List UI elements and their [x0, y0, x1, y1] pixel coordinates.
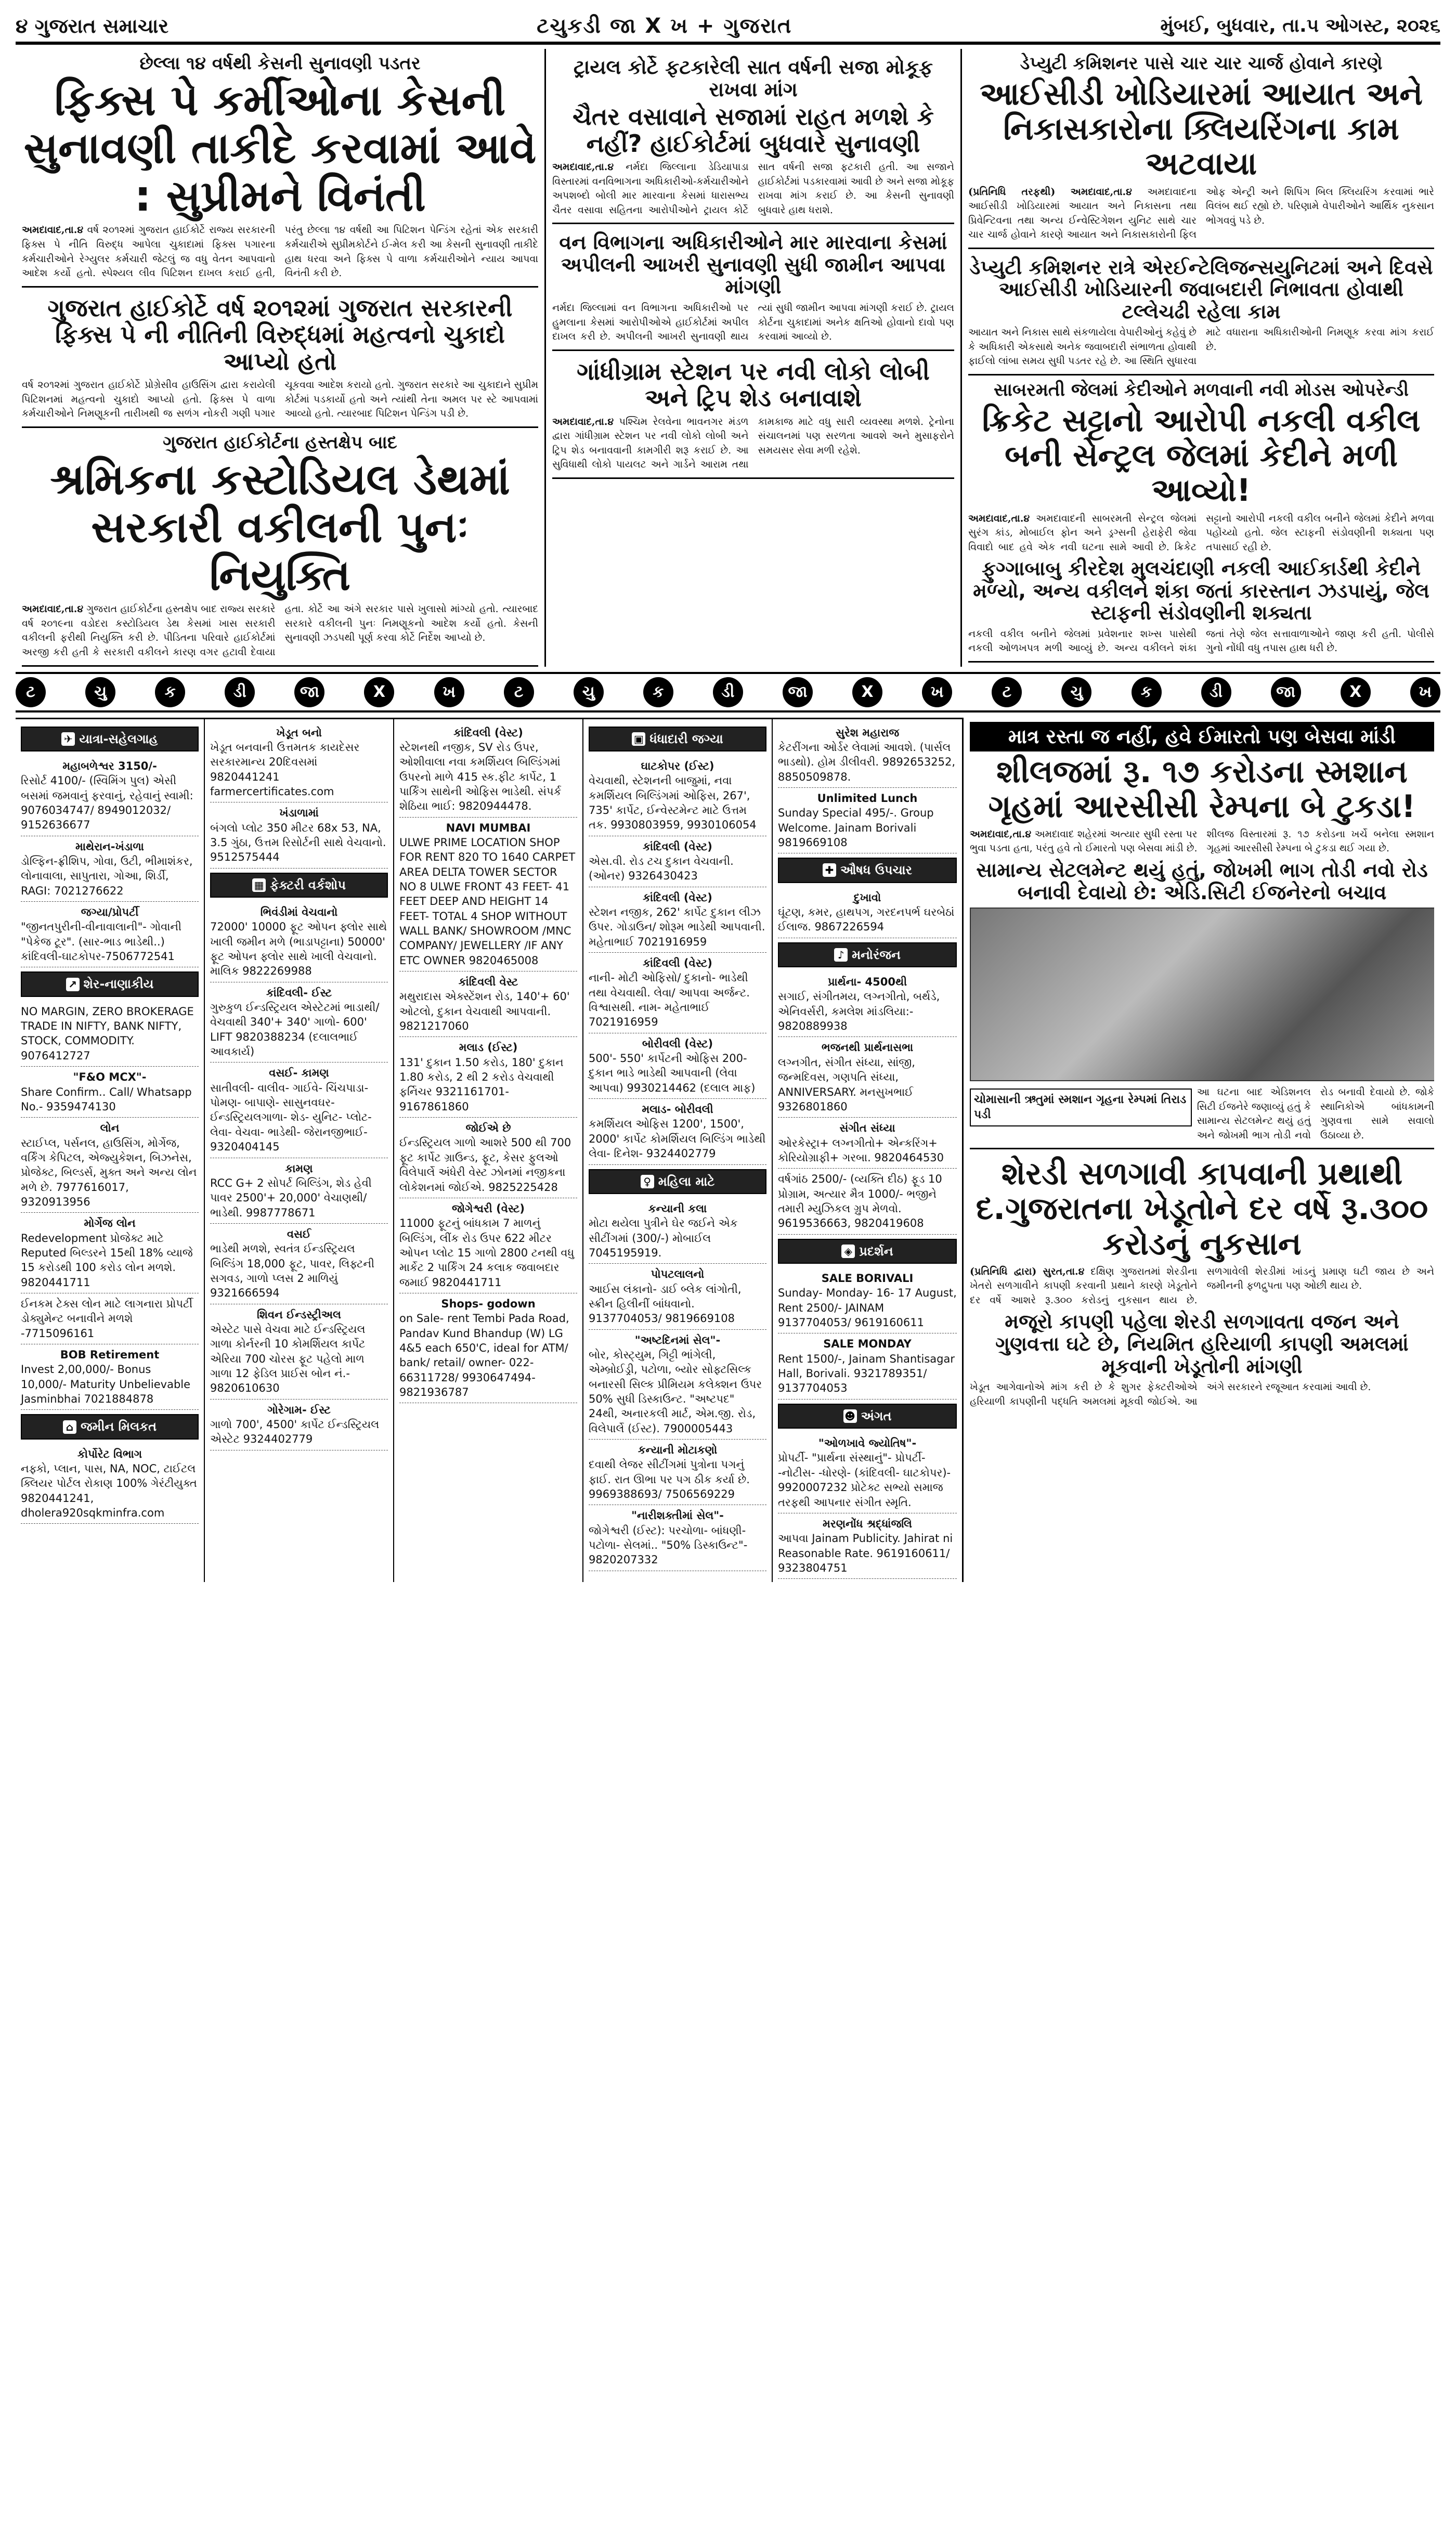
ad-text: 11000 ફૂટનું બાંધકામ 7 માળનું બિલ્ડિંગ, લીંક રોડ ઉપર 622 મીટર ઓપન પ્લોટ 15 ગાળો 2800 ટનથી વધુ માર્કેટ 2 પાર્કિંગ 24 કલાક જવાબદાર જમાઈ 9820441711: [399, 1217, 575, 1289]
classifieds-area: [16, 718, 962, 1583]
news-column-2: [546, 49, 962, 667]
ad-title: મલાડ- બોરીવલી: [642, 1103, 713, 1116]
section-title: ટચુકડી જા X ખ + ગુજરાત: [537, 14, 792, 38]
classified-ad: [21, 902, 199, 967]
ad-title: "F&O MCX"-: [73, 1071, 147, 1084]
story-forest-officers: [552, 224, 954, 351]
ad-title: કન્યાની મોટાકણો: [638, 1444, 718, 1457]
ribbon-glyph: X: [364, 677, 394, 707]
ribbon-glyph: X: [1341, 677, 1371, 707]
tachukdi-ribbon: [16, 672, 1440, 712]
story-dateline: અમદાવાદ,તા.૪: [552, 416, 614, 427]
classified-ad: [589, 1505, 766, 1571]
ad-title: ખંડાળામાં: [279, 807, 319, 820]
classified-ad: [589, 1440, 766, 1505]
music-icon: ♪: [834, 948, 848, 962]
story-headline: ફિક્સ પે કર્મીઓના કેસની સુનાવણી તાકીદે કરવામાં આવે : સુપ્રીમને વિનંતી: [23, 76, 537, 221]
ribbon-glyph: ડી: [1201, 677, 1231, 707]
lower-section: [16, 718, 1440, 1583]
story-headline: ટ્રાયલ કોર્ટે ફટકારેલી સાત વર્ષની સજા મોકૂફ રાખવા માંગ: [573, 56, 933, 101]
ad-title: કાંદિવલી (વેસ્ટ): [453, 726, 523, 739]
classified-ad: [399, 1037, 577, 1118]
ad-text: NO MARGIN, ZERO BROKERAGE TRADE IN NIFTY, BANK NIFTY, STOCK, COMMODITY. 9076412727: [21, 1005, 194, 1062]
exhibition-icon: ◈: [841, 1245, 855, 1258]
story-subheadline: સામાન્ય સેટલમેન્ટ થયું હતું, જોખમી ભાગ તોડી નવો રોડ બનાવી દેવાયો છે: એડિ.સિટી ઈજનેરનો બચાવ: [976, 859, 1428, 904]
story-body: [968, 512, 1434, 555]
ad-list-c5e: [778, 1433, 957, 1579]
classified-ad: [21, 1213, 199, 1293]
classified-ad: [778, 1169, 957, 1234]
ad-title: Shops- godown: [441, 1297, 536, 1310]
ad-title: માથેરાન-ખંડાળા: [75, 840, 144, 853]
story-kicker: છેલ્લા ૧૪ વર્ષથી કેસની સુનાવણી પડતર: [139, 53, 421, 74]
ribbon-glyph: ક: [155, 677, 185, 707]
ad-text: નફ્કો, પ્લાન, પાસ, NA, NOC, ટાઈટલ ક્લિયર પોર્ટલ રોકાણ 100% ગેરંટીયુક્ત 9820441241, dholera920sqkminfra.com: [21, 1462, 197, 1520]
ad-title: NAVI MUMBAI: [446, 821, 531, 834]
ad-text: વેચવાથી, સ્ટેશનની બાજુમાં, નવા કમર્શિયલ બિલ્ડિંગમાં ઓફિસ, 267', 735' કાર્પેટ, ઈન્વેસ્ટમેન્ટ માટે ઉત્તમ તક. 9930803959, 9930106054: [589, 774, 757, 832]
classified-section-header: [21, 1414, 199, 1439]
section-label: ધંધાદારી જગ્યા: [649, 731, 723, 746]
story-headline: ગુજરાત હાઈકોર્ટે વર્ષ ૨૦૧૨માં ગુજરાત સરકારની ફિક્સ પે ની નીતિની વિરુદ્ધમાં મહત્વનો ચુકાદો આપ્યો હતો: [47, 293, 513, 375]
ad-title: બોરીવલી (વેસ્ટ): [642, 1037, 713, 1050]
ribbon-glyph: ખ: [434, 677, 464, 707]
ad-text: Invest 2,00,000/- Bonus 10,000/- Maturity Unbelievable Jasminbhai 7021884878: [21, 1363, 191, 1406]
classified-ad: [778, 1118, 957, 1169]
classified-ad: [21, 756, 199, 836]
ad-title: પોપટલાલનો: [651, 1268, 705, 1281]
story-headline: શેરડી સળગાવી કાપવાની પ્રથાથી દ.ગુજરાતના ખેડૂતોને દર વર્ષે રૂ.૩૦૦ કરોડનું નુકસાન: [976, 1156, 1428, 1262]
ad-title: ખેડૂત બનો: [276, 726, 322, 739]
story-headline: ગાંધીગ્રામ સ્ટેશન પર નવી લોકો લોબી અને ટ્રિપ શેડ બનાવાશે: [577, 357, 930, 412]
story-text: અમદાવાદની સાબરમતી સેન્ટ્રલ જેલમાં સુરંગ કાંડ, મોબાઈલ ફોન અને ડ્રગ્સની હેરાફેરી જેવા વિવાદો બાદ હવે એક નવી ઘટના સામે આવી છે. ક્રિકેટ સટ્ટાનો આરોપી નકલી વકીલ બનીને જેલમાં કેદીને મળવા પહોંચ્યો હતો. જેલ સ્ટાફની સંડોવણીની શક્યતા પણ તપાસાઈ રહી છે.: [968, 512, 1434, 553]
ribbon-glyph: ટ: [504, 677, 534, 707]
ribbon-glyph: ટ: [992, 677, 1022, 707]
ribbon-glyph: ખ: [1410, 677, 1440, 707]
ad-text: 500'- 550' કાર્પેટની ઓફિસ 200- દુકાન ભાડે ભાડેથી આપવાની (લેવા આપવા) 9930214462 (દલાલ માફ): [589, 1052, 756, 1094]
story-text: ખેડૂત આગેવાનોએ માંગ કરી છે કે શુગર ફેક્ટરીઓએ હરિયાળી કાપણીની પદ્ધતિ અમલમાં મૂકવી જોઈએ. આ અંગે સરકારને રજૂઆત કરવામાં આવી છે.: [970, 1381, 1371, 1407]
ribbon-glyph: X: [852, 677, 882, 707]
ad-title: જોઈએ છે: [465, 1122, 511, 1135]
factory-icon: ▦: [252, 878, 266, 892]
news-column-3-lower: [962, 718, 1440, 1583]
classified-ad: [399, 1293, 577, 1403]
section-label: ફેક્ટરી વર્કશોપ: [270, 877, 346, 892]
story-fix-pay: [22, 49, 538, 288]
ribbon-glyph: ચુ: [574, 677, 604, 707]
ad-title: SALE BORIVALI: [821, 1272, 914, 1285]
ad-text: એસ.વી. રોડ ટચ દુકાન વેચવાની. (ઓનર) 9326430423: [589, 854, 734, 883]
classified-ad: [399, 1118, 577, 1198]
ad-title: ઘાટકોપર (ઈસ્ટ): [641, 759, 714, 772]
section-label: શેર-નાણાકીય: [83, 977, 154, 992]
ad-list-c3: [399, 722, 577, 1404]
ad-text: Rent 1500/-, Jainam Shantisagar Hall, Borivali. 9321789351/ 9137704053: [778, 1352, 955, 1395]
ad-text: 72000' 10000 ફૂટ ઓપન ફ્લોર સાથે ખાલી જમીન મળે (ભાડાપટ્ટાના) 50000' ફૂટ ઓપન ફ્લોર સાથે ખાલી વેચવાનો. માલિક 9822269988: [210, 921, 387, 978]
ad-title: કાંદિવલી (વેસ્ટ): [643, 840, 712, 853]
ribbon-glyph: ડી: [713, 677, 743, 707]
ad-text: મથુરાદાસ એક્સ્ટેંશન રોડ, 140'+ 60' ઓટલો, દુકાન વેચવાથી આપવાની. 9821217060: [399, 990, 570, 1033]
story-byline: (પ્રતિનિધિ દ્વારા): [970, 1265, 1037, 1277]
ad-text: ગાળો 700', 4500' કાર્પેટ ઈન્ડસ્ટ્રિયલ એસ્ટેટ 9324402779: [210, 1418, 380, 1446]
ad-title: મહાબળેશ્વર 3150/-: [62, 759, 157, 772]
ad-title: પ્રાર્થના- 4500થી: [827, 976, 907, 989]
ad-title: કાંદિવલી- ઈસ્ટ: [266, 986, 332, 999]
ad-text: દવાથી લેજર સીટીંગમાં પુત્રોના પગનું ફાઈ. રાત ઊભા પર પગ ઠીક કર્યા છે. 9969388693/ 7506569229: [589, 1458, 750, 1501]
ad-title: "ઓળખાવે જ્યોતિષ"-: [818, 1437, 917, 1450]
story-kicker-banner: માત્ર રસ્તા જ નહીં, હવે ઈમારતો પણ બેસવા માંડી: [970, 722, 1434, 751]
story-body: [22, 223, 538, 280]
classified-section-header: [589, 1169, 766, 1194]
ad-title: વસઈ: [287, 1227, 311, 1240]
ad-text: આઈસ લંકાનો- ડાઈ બ્લેક લાંગોતી, સ્ક્રીન હિલીનીં બાંધવાનો. 9137704053/ 9819669108: [589, 1282, 742, 1325]
section-label: અંગત: [861, 1408, 892, 1423]
ad-title: કાંદિવલી (વેસ્ટ): [643, 957, 712, 970]
story-headline: ડેપ્યુટી કમિશનર રાત્રે એરઈન્ટેલિજન્સયુનિટમાં અને દિવસે આઈસીડી ખોડિયારની જવાબદારી નિભાવતા હોવાથી ટલ્લેચઢી રહેલા કામ: [969, 255, 1433, 323]
ribbon-glyph: ડી: [225, 677, 255, 707]
story-kicker: ડેપ્યુટી કમિશનર પાસે ચાર ચાર ચાર્જ હોવાને કારણે: [1020, 53, 1383, 74]
story-headline: વન વિભાગના અધિકારીઓને માર મારવાના કેસમાં અપીલની આખરી સુનાવણી સુધી જામીન આપવા માંગણી: [559, 231, 947, 299]
ribbon-glyph: ખ: [922, 677, 952, 707]
ad-text: ઈનકમ ટેક્સ લોન માટે લાગનારા પ્રોપર્ટી ડોક્યુમેન્ટ બનાવીને મળશે -7715096161: [21, 1297, 193, 1340]
ad-text: કમર્શિયલ ઓફિસ 1200', 1500', 2000' કાર્પેટ કોમર્શિયલ બિલ્ડિંગ ભાડેથી લેવા- દિનેશ- 9324402779: [589, 1118, 766, 1160]
story-body: [970, 1265, 1434, 1308]
classified-ad: [21, 1118, 199, 1213]
story-body: [22, 602, 538, 659]
story-dateline: સુરત,તા.૪: [1043, 1265, 1085, 1277]
story-body: [552, 301, 954, 344]
story-text: પશ્ચિમ રેલવેના ભાવનગર મંડળ દ્વારા ગાંધીગ્રામ સ્ટેશન પર નવી લોકો લોબી અને ટ્રિપ શેડ બનાવવાની કામગીરી શરૂ કરાઈ છે. આ સુવિધાથી લોકો પાયલટ અને ગાર્ડને આરામ તથા કામકાજ માટે વધુ સારી વ્યવસ્થા મળશે. ટ્રેનોના સંચાલનમાં પણ સરળતા આવશે અને મુસાફરોને સમયસર સેવા મળી રહેશે.: [552, 416, 954, 471]
ad-text: RCC G+ 2 સોપર્ટ બિલ્ડિંગ, શેડ હેવી પાવર 2500'+ 20,000' વેચાણથી/ ભાડેથી. 9987778671: [210, 1176, 372, 1219]
ad-list-c1b: [21, 1001, 199, 1410]
home-icon: ⌂: [63, 1420, 76, 1434]
story-body: [970, 827, 1434, 856]
ad-text: લગ્નગીત, સંગીત સંધ્યા, સાંજી, જન્મદિવસ, ગણપતિ સંધ્યા, ANNIVERSARY. મનસુખભાઈ 9326801860: [778, 1056, 915, 1113]
ribbon-glyph: જા: [294, 677, 324, 707]
classified-section-header: [778, 858, 957, 883]
ad-title: "નારીશક્તીમાં સેલ"-: [631, 1509, 724, 1522]
classified-ad: [399, 1198, 577, 1293]
ad-list-c5c: [778, 971, 957, 1235]
classified-ad: [210, 1158, 388, 1224]
story-dateline: અમદાવાદ,તા.૪: [22, 603, 84, 615]
story-dateline: અમદાવાદ,તા.૪: [552, 161, 614, 173]
ad-list-c4: [589, 756, 766, 1165]
classified-section-header: [21, 727, 199, 751]
ad-title: સુરેશ મહારાજ: [835, 726, 900, 739]
section-label: યાત્રા-સહેલગાહ: [79, 731, 158, 746]
classified-ad: [589, 1099, 766, 1164]
classified-section-header: [778, 1239, 957, 1264]
classified-section-header: [778, 1404, 957, 1429]
ad-title: કાંદિવલી (વેસ્ટ): [643, 891, 712, 904]
story-text: નર્મદા જિલ્લામાં વન વિભાગના અધિકારીઓ પર હુમલાના કેસમાં આરોપીઓએ હાઈકોર્ટમાં અપીલ દાખલ કરી છે. અપીલની આખરી સુનાવણી થાય ત્યાં સુધી જામીન આપવા માંગણી કરાઈ છે. ટ્રાયલ કોર્ટના ચુકાદામાં અનેક ક્ષતિઓ હોવાનો દાવો પણ કરવામાં આવ્યો છે.: [552, 302, 954, 343]
story-headline: આઈસીડી ખોડિયારમાં આયાત અને નિકાસકારોના ક્લિયરિંગના કામ અટવાયા: [980, 76, 1423, 183]
story-text: અમદાવાદ શહેરમાં અત્યાર સુધી રસ્તા પર ભુવા પડતા હતા, પરંતુ હવે તો ઈમારતો પણ બેસવા માંડી છે. શીલજ વિસ્તારમાં રૂ. ૧૭ કરોડના ખર્ચે બનેલા સ્મશાન ગૃહમાં આરસીસી રેમ્પના બે ટુકડા થઈ ગયા છે.: [970, 828, 1434, 854]
classified-ad: [21, 1444, 199, 1524]
ribbon-glyph: ક: [1132, 677, 1162, 707]
story-custodial-death: [22, 428, 538, 667]
masthead: [16, 10, 1440, 45]
ad-text: પ્રોપર્ટી- "પ્રાર્થના સંસ્થાનું"- પ્રોપર્ટી- -નોટીસ- -ધોરણે- (કાંદિવલી- ઘાટકોપર)- 9920007232 પ્રોટેક્ટ સભ્યો સમાજ તરફથી આપનાર સંગીત સ્મૃતિ.: [778, 1452, 951, 1509]
ad-list-c4b: [589, 1198, 766, 1571]
section-label: ઔષધ ઉપચાર: [840, 863, 912, 878]
classified-ad: [210, 1399, 388, 1450]
ad-text: રિસોર્ટ 4100/- (સ્વિમિંગ પુલ) એસી બસમાં જમવાનું ફરવાનું, રહેવાનું સ્વામી: 9076034747/ 8949012032/ 9152636677: [21, 774, 193, 832]
classified-ad: [210, 722, 388, 803]
classified-ad: [589, 1033, 766, 1099]
ad-title: ભજનથી પ્રાર્થનાસભા: [821, 1041, 914, 1054]
classified-ad: [778, 788, 957, 853]
ad-text: જોગેશ્વરી (ઈસ્ટ): પરચોળા- બાંધણી- પટોળા- સેલમાં.. "50% ડિસ્કાઉન્ટ"- 9820207332: [589, 1524, 748, 1566]
story-body: [968, 326, 1434, 369]
story-shilaj-crematorium: [970, 718, 1434, 1150]
section-label: જમીન મિલકત: [80, 1419, 157, 1434]
classified-ad: [589, 953, 766, 1033]
ribbon-glyph: ટ: [16, 677, 46, 707]
ad-title: કાંદિવલી વેસ્ટ: [458, 976, 518, 989]
ad-title: જગ્યા/પ્રોપર્ટી: [81, 906, 139, 919]
story-gandhigram-station: [552, 351, 954, 479]
ad-list-c1: [21, 756, 199, 967]
classified-ad: [21, 1001, 199, 1067]
ad-text: ઓરકેસ્ટ્રા+ લગ્નગીતો+ એન્કરિંગ+ કોરિયોગ્રાફી+ ગરબા. 9820464530: [778, 1136, 944, 1164]
ad-text: Sunday Special 495/-. Group Welcome. Jainam Borivali 9819669108: [778, 807, 934, 849]
ad-text: સ્ટેશન નજીક, 262' કાર્પેટ દુકાન લીઝ ઉપર. ગોડાઉન/ શોરૂમ ભાડેથી આપવાની. મહેતાભાઈ 7021916959: [589, 906, 765, 948]
classified-ad: [210, 802, 388, 868]
story-kicker: સાબરમતી જેલમાં કેદીઓને મળવાની નવી મોડસ ઓપરેન્ડી: [994, 380, 1409, 401]
story-text: નકલી વકીલ બનીને જેલમાં પ્રવેશનાર શખ્સ પાસેથી નકલી ઓળખપત્ર મળી આવ્યું છે. અન્ય વકીલને શંકા જતાં તેણે જેલ સત્તાવાળાઓને જાણ કરી હતી. પોલીસે ગુનો નોંધી વધુ તપાસ હાથ ધરી છે.: [968, 628, 1434, 654]
ribbon-glyph: જા: [783, 677, 813, 707]
classified-ad: [210, 1062, 388, 1158]
classified-ad: [210, 1224, 388, 1304]
classified-section-header: [21, 971, 199, 996]
classified-section-header: [589, 727, 766, 751]
story-dateline: અમદાવાદ,તા.૪: [1070, 186, 1132, 198]
ad-text: કેટરીંગના ઓર્ડર લેવામાં આવશે. (પાર્સલ ભાડથો). હોમ ડીલીવરી. 9892653252, 8850509878.: [778, 741, 956, 783]
story-sugarcane: [970, 1149, 1434, 1414]
story-subheadline: ચૈતર વસાવાને સજામાં રાહત મળશે કે નહીં? હાઈકોર્ટમાં બુધવારે સુનાવણી: [573, 102, 934, 158]
ad-title: લોન: [100, 1122, 120, 1135]
ad-title: કામણ: [285, 1162, 313, 1175]
story-headline: ક્રિકેટ સટ્ટાનો આરોપી નકલી વકીલ બની સેન્ટ્રલ જેલમાં કેદીને મળી આવ્યો!: [982, 403, 1421, 509]
classified-ad: [778, 1433, 957, 1513]
story-text: આ ઘટના બાદ એડિશનલ સિટી ઈજનેરે જણાવ્યું હતું કે સામાન્ય સેટલમેન્ટ થયું હતું અને જોખમી ભાગ તોડી નવો રોડ બનાવી દેવાયો છે. જોકે સ્થાનિકોએ બાંધકામની ગુણવત્તા સામે સવાલો ઉઠાવ્યા છે.: [1197, 1086, 1434, 1141]
bus-icon: ✈: [61, 732, 75, 746]
ad-text: ઘૂંટણ, કમર, હાથપગ, ગરદનપર્ભ ઘરબેઠાં ઈલાજ. 9867226594: [778, 906, 955, 934]
chart-icon: ↗: [66, 978, 80, 991]
ad-text: ULWE PRIME LOCATION SHOP FOR RENT 820 TO 1640 CARPET AREA DELTA TOWER SECTOR NO 8 ULWE FRONT 43 FEET- 41 FEET DEEP AND HEIGHT 14 FEET- TOTAL 4 SHOP WITHOUT WALL BANK/ SHOWROOM /MNC COMPANY/ JEWELLERY /IF ANY ETC OWNER 9820465008: [399, 836, 576, 967]
story-text: વર્ષ ૨૦૧૨માં ગુજરાત હાઈકોર્ટે રાજ્ય સરકારની ફિક્સ પે નીતિ વિરુદ્ધ આપેલા ચુકાદામાં ફિક્સ પગારના કર્મચારીઓને રેગ્યુલર કર્મચારી જેટલું જ વધુ વેતન આપવાનો આદેશ કર્યો હતો. સ્પેશ્યલ લીવ પિટિશન દાખલ કરાઈ હતી, પરંતુ છેલ્લા ૧૪ વર્ષથી આ પિટિશન પેન્ડિંગ રહેતાં એક સરકારી કર્મચારીએ સુપ્રીમકોર્ટને ઈ-મેલ કરી આ કેસની સુનાવણી તાકીદે હાથ ધરવા અને ફિક્સ પે વાળા કર્મચારીઓને ન્યાય આપવા વિનંતી કરી છે.: [22, 224, 538, 279]
ad-text: Share Confirm.. Call/ Whatsapp No.- 9359474130: [21, 1085, 192, 1113]
classified-ad: [589, 887, 766, 953]
ad-list-c5d: [778, 1268, 957, 1399]
ad-title: સંગીત સંધ્યા: [839, 1122, 895, 1135]
story-hc-2012: [22, 288, 538, 428]
ad-title: કન્યાની કલા: [648, 1202, 707, 1215]
ad-text: 131' દુકાન 1.50 કરોડ, 180' દુકાન 1.80 કરોડ, 2 થી 2 કરોડ વેચવાથી ફર્નિચર 9321161701- 9167861860: [399, 1056, 564, 1113]
classified-ad: [589, 1264, 766, 1329]
story-body: [552, 160, 954, 217]
ad-title: મલાડ (ઈસ્ટ): [459, 1041, 518, 1054]
story-headline: શીલજમાં રૂ. ૧૭ કરોડના સ્મશાન ગૃહમાં આરસીસી રેમ્પના બે ટુકડા!: [988, 753, 1416, 825]
classified-ad: [21, 1344, 199, 1410]
classified-ad: [778, 1513, 957, 1579]
ad-title: વસઈ- કામણ: [269, 1067, 329, 1080]
ad-title: SALE MONDAY: [823, 1338, 912, 1351]
ad-title: જોગેશ્વરી (વેસ્ટ): [452, 1202, 525, 1215]
story-dateline: અમદાવાદ,તા.૪: [970, 828, 1032, 840]
ad-text: નાની- મોટી ઓફિસો/ દુકાનો- ભાડેથી તથા વેચવાથી. લેવા/ આપવા અર્જન્ટ. વિશ્વાસથી. નામ- મહેતાભાઈ 7021916959: [589, 971, 750, 1029]
ad-text: ખેડૂત બનવાની ઉત્તમતક કાયદેસર સરકારમાન્ય 20દિવસમાં 9820441241 farmercertificates.com: [210, 741, 360, 798]
news-column-3: [962, 49, 1440, 667]
ad-text: "જીનતપુરીની-વીનાવાલાની"- ગોવાની "પેકેજ ટૂર". (સાર-ભાડ ભાડેથી..) કાંદિવલી-ઘાટકોપર-7506772541: [21, 921, 182, 963]
ad-text: વર્ષગાંઠ 2500/- (વ્યક્તિ દીઠ) ફૂડ 10 પ્રોગ્રામ, અત્યાર મૈત્ર 1000/- ભજીને તમારી મ્યુઝિકલ ગ્રુપ મેળવો. 9619536663, 9820419608: [778, 1173, 942, 1230]
story-sabarmati-jail: [968, 375, 1434, 663]
classified-ad: [778, 1037, 957, 1118]
ad-title: Unlimited Lunch: [817, 792, 918, 805]
shop-icon: ▣: [632, 732, 645, 746]
classified-ad: [210, 902, 388, 982]
ad-text: on Sale- rent Tembi Pada Road, Pandav Kund Bhandup (W) LG 4&5 each 650'C, ideal for ATM/ bank/ retail/ owner- 022-66311728/ 9930647494- 9821936787: [399, 1312, 569, 1398]
classified-column-2: [205, 719, 394, 1583]
ad-text: Redevelopment પ્રોજેક્ટ માટે Reputed બિલ્ડરને 15થી 18% વ્યાજે 15 કરોડથી 100 કરોડ લોન મળશે. 9820441711: [21, 1232, 193, 1289]
classified-section-header: [210, 873, 388, 898]
personal-icon: ☻: [843, 1409, 857, 1423]
publication-date: મુંબઈ, બુધવાર, તા.૫ ઓગસ્ટ, ૨૦૨૬: [1160, 15, 1440, 36]
story-deputy-commissioner: [968, 249, 1434, 375]
ad-text: સ્ટેશનથી નજીક, SV રોડ ઉપર, ઓશીવાલા નવા કમર્શિયલ બિલ્ડિંગમાં ઉપરનો માળે 415 સ્ક.ફીટ કાર્પેટ, 1 પાર્કિંગ સાથેની ઓફિસ ભાડેથી. સંપર્ક શેઠિયા ભાઈ: 9820944478.: [399, 741, 562, 813]
classified-ad: [210, 982, 388, 1063]
ad-list-c1c: [21, 1444, 199, 1524]
ad-text: Sunday- Monday- 16- 17 August, Rent 2500/- JAINAM 9137704053/ 9619160611: [778, 1287, 957, 1329]
classified-ad: [589, 1198, 766, 1264]
story-dateline: અમદાવાદ,તા.૪: [968, 512, 1030, 524]
ad-text: બંગલો પ્લોટ 350 મીટર 68x 53, NA, 3.5 ગુંઠા, ઉત્તમ રિસોર્ટની સાથે વેચવાનો. 9512575444: [210, 821, 386, 864]
ad-text: સગાઈ, સંગીતમય, લગ્નગીતો, બર્થડે, એનિવર્સરી, કમલેશ માંડલિયા:- 9820889938: [778, 990, 940, 1033]
story-text: આયાત અને નિકાસ સાથે સંકળાયેલા વેપારીઓનું કહેવું છે કે અધિકારી એકસાથે અનેક જવાબદારી સંભાળતા હોવાથી ફાઈલો લાંબા સમય સુધી પડતર રહે છે. આ સ્થિતિ સુધારવા માટે વધારાના અધિકારીઓની નિમણૂક કરવા માંગ કરાઈ છે.: [968, 327, 1434, 367]
classified-ad: [778, 887, 957, 938]
ad-title: મરણનોંધ શ્રદ્ધાંજલિ: [823, 1517, 912, 1530]
story-text: અમદાવાદના આઈસીડી ખોડિયારમાં આયાત અને નિકાસના તથા પ્રિવેન્ટિવના તથા અન્ય ઈન્વેસ્ટિગેશન યુનિટ સાથે ચાર ચાર ચાર્જ હોવાને કારણે આયાત અને નિકાસકારોની ફિલ ઓફ એન્ટ્રી અને શિપિંગ બિલ ક્લિયરિંગ કરવામાં ભારે વિલંબ થઈ રહ્યો છે. પરિણામે વેપારીઓને આર્થિક નુકસાન ભોગવવું પડે છે.: [968, 186, 1434, 241]
classified-ad: [21, 1067, 199, 1118]
story-body: [22, 378, 538, 421]
classified-column-1: [16, 719, 205, 1583]
classified-column-3: [394, 719, 583, 1583]
ad-list-c5b: [778, 887, 957, 938]
classified-ad: [21, 1293, 199, 1344]
classified-ad: [589, 836, 766, 887]
story-body: [968, 627, 1434, 656]
story-icd-khodiyar: [968, 49, 1434, 249]
photo-caption: ચોમાસાની ઋતુમાં સ્મશાન ગૃહના રેમ્પમાં તિરાડ પડી: [970, 1088, 1192, 1126]
ad-text: આપવા Jainam Publicity. Jahirat ni Reasonable Rate. 9619160611/ 9323804751: [778, 1532, 953, 1574]
ad-text: બોર, કોસ્ટ્યુમ, ગિટ્ટી ભાંગેલી, એમ્બ્રોઈડ્રી, પટોળા, બ્યોર સોફ્ટસિલ્ક બનારસી સિલ્ક પ્રીમિયમ કલેક્શન ઉપર 50% સુધી ડિસ્કાઉન્ટ. "અષ્ટપદ" 24થી, અનારકલી માર્ટ, એમ.જી. રોડ, વિલેપાર્લે (ઈસ્ટ). 7900005443: [589, 1349, 762, 1435]
ribbon-glyph: ક: [643, 677, 673, 707]
section-label: મનોરંજન: [852, 947, 901, 962]
ad-text: ભાડેથી મળશે, સ્વતંત્ર ઈન્ડસ્ટ્રિયલ બિલ્ડિંગ 18,000 ફૂટ, પાવર, લિફ્ટની સગવડ, ગાળો પ્લસ 2 માળિયું 9321666594: [210, 1242, 375, 1300]
ad-text: સાતીવલી- વાલીવ- ગાઈવે- ચિંચપાડા- પોમણ- બાપાણે- સાસુનવઘર- ઈન્ડસ્ટ્રિયલગાળા- શેડ- યુનિટ- પ્લોટ- લેવા- વેચવા- ભાડેથી- જેરાનજીભાઈ- 9320404145: [210, 1081, 372, 1154]
classified-column-4: [583, 719, 773, 1583]
ad-text: એસ્ટેટ પાસે વેચવા માટે ઈન્ડસ્ટ્રિયલ ગાળા કોર્નરની 10 કોમર્શિયલ કાર્પેટ એરિયા 700 ચોરસ ફૂટ પહેલો માળ ગાળા 12 ફેડિલ પ્રાઈસ બોન નં.- 9820610630: [210, 1323, 366, 1395]
ad-title: મોર્ગેજ લોન: [84, 1217, 136, 1230]
ribbon-glyph: ચુ: [1061, 677, 1091, 707]
ad-list-c2: [210, 722, 388, 869]
ad-list-c5: [778, 722, 957, 854]
ad-title: શિવન ઈન્ડસ્ટ્રીઅલ: [257, 1308, 341, 1321]
ad-list-c2b: [210, 902, 388, 1450]
page-number-title: ૪ ગુજરાત સમાચાર: [16, 14, 169, 37]
story-byline: (પ્રતિનિધિ તરફથી): [968, 186, 1056, 198]
classified-section-header: [778, 942, 957, 967]
ad-title: "અષ્ટદિનમાં સેલ"-: [634, 1333, 721, 1346]
story-text: વર્ષ ૨૦૧૨માં ગુજરાત હાઈકોર્ટે પ્રોગ્રેસીવ હાઉસિંગ દ્વારા કરાયેલી પિટિશનમાં મહત્વનો ચુકાદો આપ્યો હતો. ફિક્સ પે વાળા કર્મચારીઓને નિમણૂકની તારીખથી જ સળંગ નોકરી ગણી પગાર ચૂકવવા આદેશ કરાયો હતો. ગુજરાત સરકારે આ ચુકાદાને સુપ્રીમ કોર્ટમાં પડકાર્યો હતો અને ત્યાંથી તેના અમલ પર સ્ટે આપવામાં આવ્યો હતો. ત્યારબાદ પિટિશન પેન્ડિંગ પડી છે.: [22, 379, 538, 420]
section-label: મહિલા માટે: [658, 1174, 715, 1189]
classified-ad: [778, 722, 957, 788]
ad-text: ઈન્ડસ્ટ્રિયલ ગાળો આશરે 500 થી 700 ફૂટ કાર્પેટ ગ્રાઉન્ડ, ફૂટ, કેસર ફુલઓ વિલેપાર્લે અંધેરી વેસ્ટ ઝોનમાં નજીકના લોકેશનમાં જોઈએ. 9825225428: [399, 1136, 571, 1194]
classified-ad: [589, 756, 766, 836]
classified-ad: [210, 1304, 388, 1399]
story-body: [970, 1380, 1434, 1409]
crematorium-ramp-photo: [970, 908, 1434, 1081]
story-body: [552, 415, 954, 472]
story-kicker: ગુજરાત હાઈકોર્ટના હસ્તક્ષેપ બાદ: [163, 432, 397, 453]
story-body: [968, 185, 1434, 242]
classified-ad: [399, 971, 577, 1037]
classified-column-5: [773, 719, 962, 1583]
classified-ad: [589, 1330, 766, 1440]
story-headline: શ્રમિકના કસ્ટોડિયલ ડેથમાં સરકારી વકીલની પુનઃ નિયુક્તિ: [50, 455, 510, 600]
news-column-1: [16, 49, 546, 667]
classified-ad: [399, 722, 577, 818]
ad-text: સ્ટાઈપ્લ, પર્સનલ, હાઉસિંગ, મોર્ગેજ, વર્કિંગ કેપિટલ, એજ્યુકેશન, બિઝનેસ, પ્રોજેક્ટ, બિલ્ડર્સ, મુક્ત અને અન્ય લોન મળે છે. 7977616017, 9320913956: [21, 1136, 197, 1208]
classified-ad: [778, 971, 957, 1037]
woman-icon: ♀: [641, 1175, 654, 1188]
ad-text: મોટા થયેલા પુત્રીને ઘેર જઈને એક સીટીંગમાં (300/-) મોબાઈલ 7045195919.: [589, 1217, 738, 1259]
story-subheadline: ફુગ્ગાબાબુ કીરદેશ મુલચંદાણી નકલી આઈકાર્ડથી કેદીને મળ્યો, અન્ય વકીલને શંકા જતાં કારસ્તાન ઝડપાયું, જેલ સ્ટાફની સંડોવણીની શક્યતા: [973, 557, 1429, 625]
ad-title: ભિવંડીમાં વેચવાનો: [260, 906, 338, 919]
ad-text: ગુરુકુળ ઈન્ડસ્ટ્રિયલ એસ્ટેટમાં ભાડાથી/ વેચવાથી 340'+ 340' ગાળો- 600' LIFT 9820388234 (દલાલભાઈ આવકાર્ય): [210, 1001, 380, 1058]
news-grid: [16, 49, 1440, 667]
story-text: નર્મદા જિલ્લાના ડેડિયાપાડા વિસ્તારમાં વનવિભાગના અધિકારીઓ-કર્મચારીઓને અપશબ્દો બોલી માર મારવાના કેસમાં ધારાસભ્ય ચૈતર વસાવા સહિતના આરોપીઓને ટ્રાયલ કોર્ટે સાત વર્ષની સજા ફટકારી હતી. આ સજાને હાઈકોર્ટમાં પડકારવામાં આવી છે અને સજા મોકૂફ રાખવા માંગ કરાઈ છે. આ કેસની સુનાવણી બુધવારે હાથ ધરાશે.: [552, 161, 954, 216]
story-chaitar-vasava: [552, 49, 954, 224]
section-label: પ્રદર્શન: [859, 1243, 893, 1259]
ribbon-glyph: જા: [1271, 677, 1301, 707]
ad-title: કોર્પોરેટ વિભાગ: [77, 1447, 142, 1460]
ad-title: દુખાવો: [853, 891, 881, 904]
medicine-icon: ✚: [823, 863, 836, 877]
classified-ad: [399, 818, 577, 971]
story-text: દક્ષિણ ગુજરાતમાં શેરડીના ખેતરો સળગાવીને કાપણી કરવાની પ્રથાને કારણે ખેડૂતોને દર વર્ષે આશરે રૂ.૩૦૦ કરોડનું નુકસાન થાય છે. સળગાવેલી શેરડીમાં ખાંડનું પ્રમાણ ઘટી જાય છે અને જમીનની ફળદ્રુપતા પણ ઓછી થાય છે.: [970, 1265, 1434, 1306]
ad-title: ગોરેગામ- ઈસ્ટ: [267, 1403, 331, 1416]
story-dateline: અમદાવાદ,તા.૪: [22, 224, 84, 236]
classified-ad: [778, 1333, 957, 1399]
classified-ad: [21, 836, 199, 902]
story-subheadline: મજૂરો કાપણી પહેલા શેરડી સળગાવતા વજન અને ગુણવત્તા ઘટે છે, નિયમિત હરિયાળી કાપણી અમલમાં મૂકવાની ખેડૂતોની માંગણી: [995, 1310, 1409, 1378]
classified-ad: [778, 1268, 957, 1333]
ad-title: BOB Retirement: [60, 1349, 160, 1361]
ad-text: ડોલ્ફિન-ફ્રીશિપ, ગોવા, ઉટી, ભીમાશંકર, લોનાવાલા, સાપુતારા, ગોઆ, શિર્ડી, RAGI: 7021276622: [21, 854, 193, 897]
story-body: [1197, 1085, 1434, 1143]
ribbon-glyph: ચુ: [85, 677, 115, 707]
story-text: ગુજરાત હાઈકોર્ટના હસ્તક્ષેપ બાદ રાજ્ય સરકારે વર્ષ ૨૦૧૯ના વડોદરા કસ્ટોડિયલ ડેથ કેસમાં ખાસ સરકારી વકીલની ફરીથી નિયુક્તિ કરી છે. પીડિતના પરિવારે હાઈકોર્ટમાં અરજી કરી હતી કે સરકારી વકીલને કારણ વગર હટાવી દેવાયા હતા. કોર્ટે આ અંગે સરકાર પાસે ખુલાસો માંગ્યો હતો. ત્યારબાદ સરકારે વકીલની પુનઃ નિમણૂકનો આદેશ કર્યો હતો. કેસની સુનાવણી ઝડપથી પૂર્ણ કરવા કોર્ટે નિર્દેશ આપ્યો છે.: [22, 603, 538, 658]
